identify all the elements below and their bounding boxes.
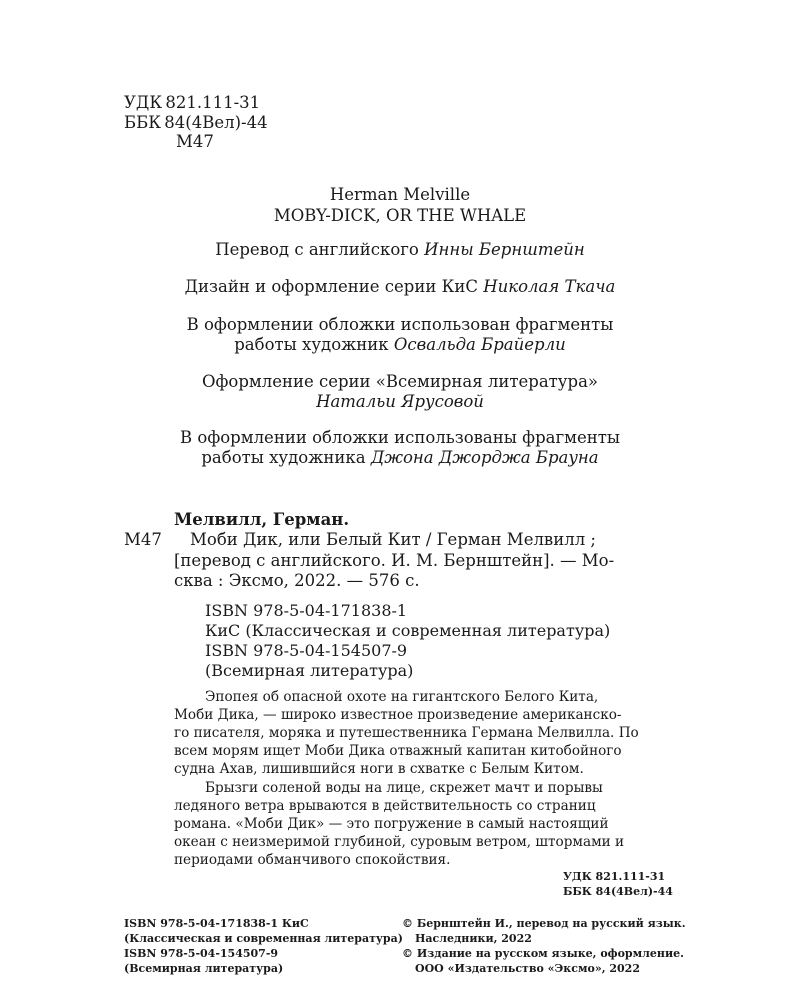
footer-left-line2: (Классическая и современная литература)	[124, 932, 403, 945]
isbn-line3: ISBN 978-5-04-154507-9	[205, 641, 408, 660]
annotation-p2-line4: океан с неизмеримой глубиной, суровым ветром, штормами и	[174, 834, 625, 850]
udk-value: 821.111-31	[165, 93, 261, 112]
footer-left-line1: ISBN 978-5-04-171838-1 КиС	[124, 917, 309, 930]
credit-cover1-line1: В оформлении обложки использован фрагменты	[186, 315, 614, 334]
annotation-p1-line5: судна Ахав, лишившийся ноги в схватке с Белым Китом.	[174, 761, 584, 777]
annotation-p2-line2: ледяного ветра врываются в действительность со страниц	[174, 798, 596, 814]
annotation-p1-line3: го писателя, моряка и путешественника Германа Мелвилла. По	[174, 725, 639, 741]
udk-label: УДК	[124, 93, 163, 112]
designer-name: Николая Ткача	[483, 277, 616, 296]
original-author: Herman Melville	[329, 185, 471, 204]
annotation-p2-line1: Брызги соленой воды на лице, скрежет мачт и порывы	[205, 780, 603, 796]
credit-translation: Перевод с английского Инны Бернштейн	[215, 240, 585, 259]
footer-left-line3: ISBN 978-5-04-154507-9	[124, 947, 279, 960]
catalog-entry-line3: сква : Эксмо, 2022. — 576 с.	[174, 571, 420, 590]
isbn-line4: (Всемирная литература)	[205, 661, 414, 680]
translator-name: Инны Бернштейн	[424, 240, 585, 259]
footer-right-line4: ООО «Издательство «Эксмо», 2022	[415, 962, 640, 975]
catalog-entry-line1: Моби Дик, или Белый Кит / Герман Мелвилл ;	[190, 530, 596, 549]
footer-right-line2: Наследники, 2022	[415, 932, 532, 945]
annotation-p1-line1: Эпопея об опасной охоте на гигантского Белого Кита,	[205, 689, 599, 705]
credit-cover2-line1: В оформлении обложки использованы фрагменты	[180, 428, 620, 447]
annotation-p1-line2: Моби Дика, — широко известное произведение американско-	[174, 707, 622, 723]
credit-cover1-line2: работы художник Освальда Брайерли	[234, 335, 566, 354]
credit-design: Дизайн и оформление серии КиС Николая Ткача	[184, 277, 616, 296]
footer-right-line1: © Бернштейн И., перевод на русский язык.	[402, 917, 686, 930]
isbn-line2: КиС (Классическая и современная литература)	[205, 621, 611, 640]
cutter-code: М47	[176, 132, 214, 151]
annotation-bbk: ББК 84(4Вел)-44	[563, 885, 673, 898]
footer-left-line4: (Всемирная литература)	[124, 962, 284, 975]
footer-right-line3: © Издание на русском языке, оформление.	[402, 947, 684, 960]
credit-series-line1: Оформление серии «Всемирная литература»	[201, 372, 599, 391]
credit-series-line2	[0, 391, 800, 413]
artist1-name: Освальда Брайерли	[393, 335, 566, 354]
annotation-udk: УДК 821.111-31	[563, 870, 666, 883]
series-designer-name: Натальи Ярусовой	[316, 392, 484, 411]
catalog-author: Мелвилл, Герман.	[174, 510, 350, 529]
catalog-cutter: М47	[124, 530, 162, 549]
credit-cover2-line2: работы художника Джона Джорджа Брауна	[201, 448, 599, 467]
annotation-p2-line5: периодами обманчивого спокойствия.	[174, 852, 451, 868]
udk-line	[124, 92, 260, 114]
artist2-name: Джона Джорджа Брауна	[370, 448, 599, 467]
annotation-p1-line4: всем морям ищет Моби Дика отважный капитан китобойного	[174, 743, 622, 759]
bbk-value: 84(4Вел)-44	[164, 113, 268, 132]
annotation-p2-line3: романа. «Моби Дик» — это погружение в самый настоящий	[174, 816, 609, 832]
catalog-entry-line2: [перевод с английского. И. М. Бернштейн]. — Мо-	[174, 551, 615, 570]
original-title: MOBY-DICK, OR THE WHALE	[273, 206, 527, 225]
isbn-line1: ISBN 978-5-04-171838-1	[205, 601, 408, 620]
bbk-label: ББК	[124, 113, 162, 132]
